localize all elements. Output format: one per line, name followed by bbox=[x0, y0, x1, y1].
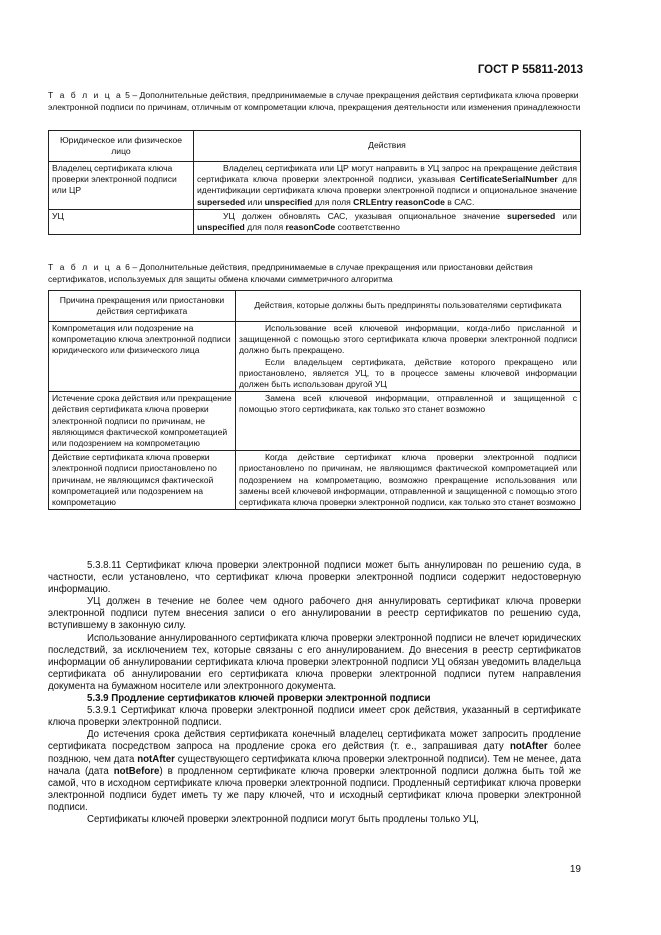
table-row bbox=[49, 322, 581, 392]
table6-header-reason: Причина прекращения или приостановки действия сертификата bbox=[49, 291, 236, 322]
table6-caption-text: 6 – Дополнительные действия, предпринимаемые в случае прекращения или приостановки действия сертификатов, используемых для защиты обмена ключами симметричного алгоритма bbox=[48, 262, 533, 284]
table5-party-cell: Владелец сертификата ключа проверки электронной подписи или ЦР bbox=[49, 162, 194, 210]
table-row bbox=[49, 209, 581, 234]
body-text bbox=[48, 560, 581, 826]
table6-caption-label: Т а б л и ц а bbox=[48, 262, 123, 272]
table6-action-text: Замена всей ключевой информации, отправленной и защищенной с помощью этого сертификата, как только это станет возможно bbox=[239, 393, 577, 415]
table6 bbox=[48, 290, 581, 510]
table6-header-row bbox=[49, 291, 581, 322]
table5-header-row bbox=[49, 131, 581, 162]
paragraph: 5.3.8.11 Сертификат ключа проверки электронной подписи может быть аннулирован по решению суда, в частности, если установлено, что сертификат ключа проверки электронной подписи содержит недостоверную информацию. bbox=[48, 560, 581, 596]
table6-reason-cell: Истечение срока действия или прекращение действия сертификата ключа проверки электронной подписи по причинам, не являющимся фактической компрометацией или подозрением на компрометацию bbox=[49, 392, 236, 451]
table5-action-text: Владелец сертификата или ЦР могут направить в УЦ запрос на прекращение действия сертификата ключа проверки электронной подписи, указывая CertificateSerialNumber для идентификации сертификата ключа проверки электронной подписи и опциональное значение superseded или unspecified для поля CRLEntry reasonCode в САС. bbox=[197, 163, 578, 207]
table6-action-text: Если владельцем сертификата, действие которого прекращено или приостановлено, является УЦ, то в процессе замены ключевой информации должен быть использован другой УЦ bbox=[239, 356, 577, 390]
table5 bbox=[48, 130, 581, 235]
table6-reason-cell: Компрометация или подозрение на компрометацию ключа электронной подписи юридического или физического лица bbox=[49, 322, 236, 392]
table5-header-actions: Действия bbox=[194, 131, 581, 162]
table6-action-text: Использование всей ключевой информации, когда-либо присланной и защищенной с помощью этого сертификата ключа проверки электронной подписи должно быть прекращено. bbox=[239, 323, 577, 356]
table5-party-cell: УЦ bbox=[49, 209, 194, 234]
table6-header-actions: Действия, которые должны быть предприняты пользователями сертификата bbox=[236, 291, 581, 322]
table6-action-text: Когда действие сертификат ключа проверки электронной подписи приостановлено по причинам, не являющимся фактической компрометацией или подозрением на компрометацию, возможно прекращение использования или замены всей ключевой информации, отправленной и защищенной с помощью этого сертификата ключа проверки электронной подписи, как только это станет возможно bbox=[239, 452, 577, 508]
paragraph: 5.3.9.1 Сертификат ключа проверки электронной подписи имеет срок действия, указанный в сертификате ключа проверки электронной подписи. bbox=[48, 705, 581, 729]
table5-action-cell bbox=[194, 209, 581, 234]
page-number: 19 bbox=[569, 864, 581, 875]
table5-caption-text: 5 – Дополнительные действия, предпринимаемые в случае прекращения действия сертификата ключа проверки электронной подписи по причинам, отличным от компрометации ключа, прекращения деятельности или изменения принадлежности bbox=[48, 90, 581, 112]
table5-action-cell bbox=[194, 162, 581, 210]
table6-caption bbox=[48, 262, 581, 285]
table6-action-cell bbox=[236, 451, 581, 510]
table5-caption-label: Т а б л и ц а bbox=[48, 90, 123, 100]
table5-caption bbox=[48, 90, 581, 113]
table6-action-cell bbox=[236, 392, 581, 451]
paragraph: Сертификаты ключей проверки электронной подписи могут быть продлены только УЦ, bbox=[87, 813, 479, 825]
table-row bbox=[49, 162, 581, 210]
table5-header-party: Юридическое или физическое лицо bbox=[49, 131, 194, 162]
table-row bbox=[49, 451, 581, 510]
paragraph: До истечения срока действия сертификата конечный владелец сертификата может запросить продление сертификата посредством запроса на продление срока его действия (т. е., запрашивая дату notAfter более позднюю, чем дата notAfter существующего сертификата ключа проверки электронной подписи). Тем не менее, дата начала (дата notBefore) в продленном сертификате ключа проверки электронной подписи должна быть той же самой, что в исходном сертификате ключа проверки электронной подписи. Продленный сертификат ключа проверки электронной подписи будет иметь ту же пару ключей, что и исходный сертификат ключа проверки электронной подписи. bbox=[48, 729, 581, 813]
document-code: ГОСТ Р 55811-2013 bbox=[477, 64, 583, 76]
table6-action-cell bbox=[236, 322, 581, 392]
table5-action-text: УЦ должен обновлять САС, указывая опциональное значение superseded или unspecified для поля reasonCode соответственно bbox=[197, 210, 577, 233]
table-row bbox=[49, 392, 581, 451]
table6-reason-cell: Действие сертификата ключа проверки электронной подписи приостановлено по причинам, не являющимся фактической компрометацией или подозрением на компрометацию bbox=[49, 451, 236, 510]
paragraph: УЦ должен в течение не более чем одного рабочего дня аннулировать сертификат ключа проверки электронной подписи путем внесения записи о его аннулировании в реестр сертификатов по решению суда, вступившему в законную силу. bbox=[48, 596, 581, 632]
section-heading: 5.3.9 Продление сертификатов ключей проверки электронной подписи bbox=[87, 693, 431, 705]
paragraph: Использование аннулированного сертификата ключа проверки электронной подписи не влечет юридических последствий, за исключением тех, которые связаны с его аннулированием. До внесения в реестр сертификатов информации об аннулировании сертификата ключа проверки электронной подписи УЦ обязан уведомить владельца сертификата об аннулировании его сертификата ключа проверки электронной подписи путем направления документа на бумажном носителе или электронного документа. bbox=[48, 632, 581, 692]
